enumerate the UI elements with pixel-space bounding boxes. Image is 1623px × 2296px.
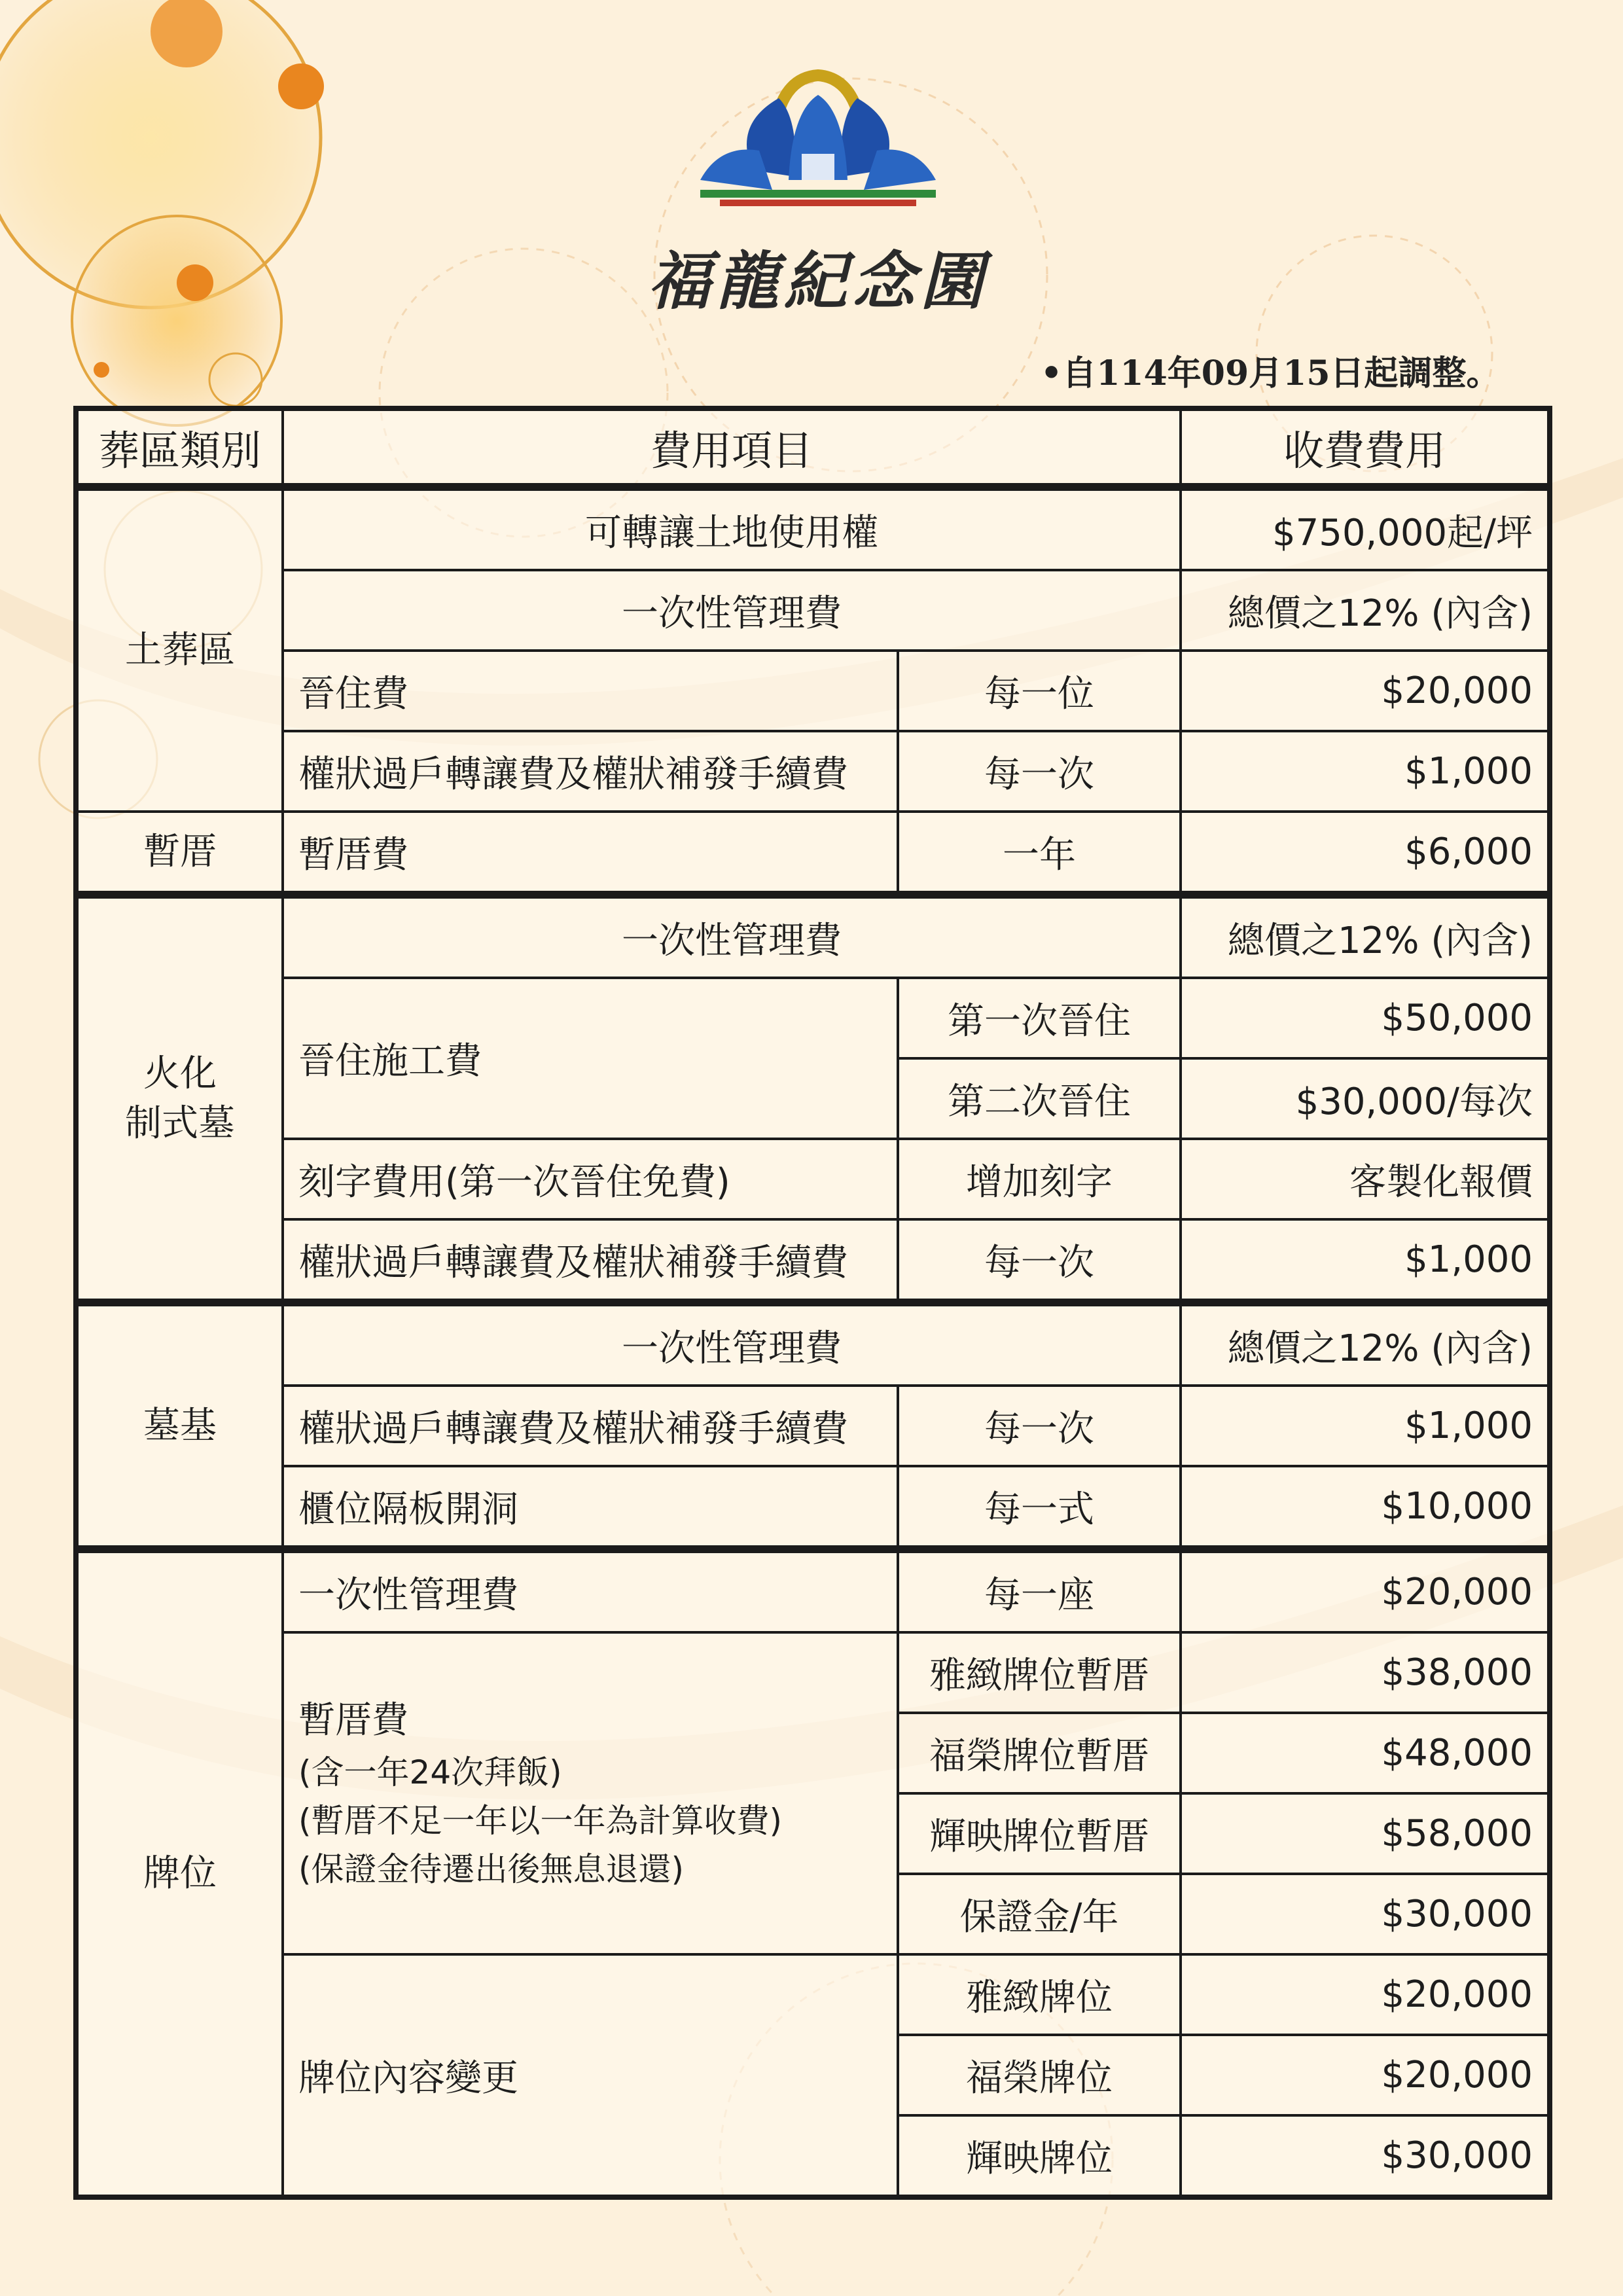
table-row <box>76 1466 1550 1549</box>
row-price: $30,000/每次 <box>1181 1058 1550 1139</box>
table-header-row <box>76 408 1550 487</box>
tablet-temp-item <box>283 1632 898 1954</box>
row-unit: 福榮牌位 <box>898 2035 1181 2115</box>
row-unit: 增加刻字 <box>898 1139 1181 1219</box>
category-temp: 暫厝 <box>76 812 283 895</box>
table-row <box>76 1549 1550 1632</box>
tablet-change-item: 牌位內容變更 <box>283 1954 898 2197</box>
row-unit: 雅緻牌位暫厝 <box>898 1632 1181 1713</box>
row-item: 一次性管理費 <box>283 1549 898 1632</box>
row-item: 暫厝費 <box>283 812 898 895</box>
category-cremation <box>76 895 283 1302</box>
header-price: 收費費用 <box>1181 408 1550 487</box>
table-row <box>76 1386 1550 1466</box>
table-row <box>76 812 1550 895</box>
row-price: $6,000 <box>1181 812 1550 895</box>
category-cremation-line1: 火化 <box>143 1052 217 1095</box>
tablet-temp-note3: (保證金待遷出後無息退還) <box>298 1850 685 1888</box>
table-row <box>76 1219 1550 1302</box>
row-unit: 每一次 <box>898 731 1181 812</box>
row-price: $20,000 <box>1181 2035 1550 2115</box>
table-row <box>76 731 1550 812</box>
row-price: $20,000 <box>1181 1954 1550 2035</box>
row-price: $20,000 <box>1181 1549 1550 1632</box>
row-item: 晉住施工費 <box>283 978 898 1139</box>
category-tomb: 墓基 <box>76 1302 283 1549</box>
row-unit: 每一次 <box>898 1219 1181 1302</box>
category-burial: 土葬區 <box>76 487 283 812</box>
row-price: $30,000 <box>1181 1874 1550 1954</box>
table-row <box>76 895 1550 978</box>
row-price: $30,000 <box>1181 2115 1550 2197</box>
row-price: $48,000 <box>1181 1713 1550 1793</box>
table-row <box>76 1302 1550 1386</box>
brand-name: 福龍紀念園 <box>648 244 988 318</box>
row-item: 刻字費用(第一次晉住免費) <box>283 1139 898 1219</box>
row-item: 權狀過戶轉讓費及權狀補發手續費 <box>283 731 898 812</box>
row-price: $10,000 <box>1181 1466 1550 1549</box>
fee-table <box>73 406 1552 2200</box>
table-row <box>76 1954 1550 2035</box>
row-price: 總價之12% (內含) <box>1181 1302 1550 1386</box>
row-unit: 第一次晉住 <box>898 978 1181 1058</box>
row-unit: 每一次 <box>898 1386 1181 1466</box>
row-unit: 保證金/年 <box>898 1874 1181 1954</box>
table-row <box>76 570 1550 651</box>
row-unit: 輝映牌位暫厝 <box>898 1793 1181 1874</box>
row-price: $750,000起/坪 <box>1181 487 1550 570</box>
header-item: 費用項目 <box>283 408 1181 487</box>
row-item: 權狀過戶轉讓費及權狀補發手續費 <box>283 1219 898 1302</box>
row-price: 總價之12% (內含) <box>1181 570 1550 651</box>
row-unit: 每一位 <box>898 651 1181 731</box>
row-price: $1,000 <box>1181 731 1550 812</box>
row-item: 可轉讓土地使用權 <box>283 487 1181 570</box>
row-price: $20,000 <box>1181 651 1550 731</box>
row-price: $1,000 <box>1181 1219 1550 1302</box>
row-unit: 輝映牌位 <box>898 2115 1181 2197</box>
row-price: $38,000 <box>1181 1632 1550 1713</box>
row-unit: 福榮牌位暫厝 <box>898 1713 1181 1793</box>
row-unit: 第二次晉住 <box>898 1058 1181 1139</box>
table-row <box>76 978 1550 1058</box>
row-price: $58,000 <box>1181 1793 1550 1874</box>
row-item: 一次性管理費 <box>283 1302 1181 1386</box>
row-unit: 每一式 <box>898 1466 1181 1549</box>
row-unit: 每一座 <box>898 1549 1181 1632</box>
table-row <box>76 487 1550 570</box>
effective-date-notice: •自114年09月15日起調整。 <box>1041 353 1501 393</box>
row-price: $1,000 <box>1181 1386 1550 1466</box>
category-cremation-line2: 制式墓 <box>125 1102 235 1145</box>
row-price: 客製化報價 <box>1181 1139 1550 1219</box>
row-item: 一次性管理費 <box>283 895 1181 978</box>
row-item: 櫃位隔板開洞 <box>283 1466 898 1549</box>
row-item: 晉住費 <box>283 651 898 731</box>
table-row <box>76 1139 1550 1219</box>
tablet-temp-title: 暫厝費 <box>298 1699 408 1742</box>
row-item: 一次性管理費 <box>283 570 1181 651</box>
tablet-temp-note2: (暫厝不足一年以一年為計算收費) <box>298 1802 783 1840</box>
table-row <box>76 651 1550 731</box>
table-row <box>76 1632 1550 1713</box>
row-price: 總價之12% (內含) <box>1181 895 1550 978</box>
row-item: 權狀過戶轉讓費及權狀補發手續費 <box>283 1386 898 1466</box>
row-price: $50,000 <box>1181 978 1550 1058</box>
row-unit: 雅緻牌位 <box>898 1954 1181 2035</box>
category-tablet: 牌位 <box>76 1549 283 2197</box>
row-unit: 一年 <box>898 812 1181 895</box>
header-category: 葬區類別 <box>76 408 283 487</box>
company-logo-icon <box>681 65 955 242</box>
tablet-temp-note1: (含一年24次拜飯) <box>298 1753 562 1791</box>
